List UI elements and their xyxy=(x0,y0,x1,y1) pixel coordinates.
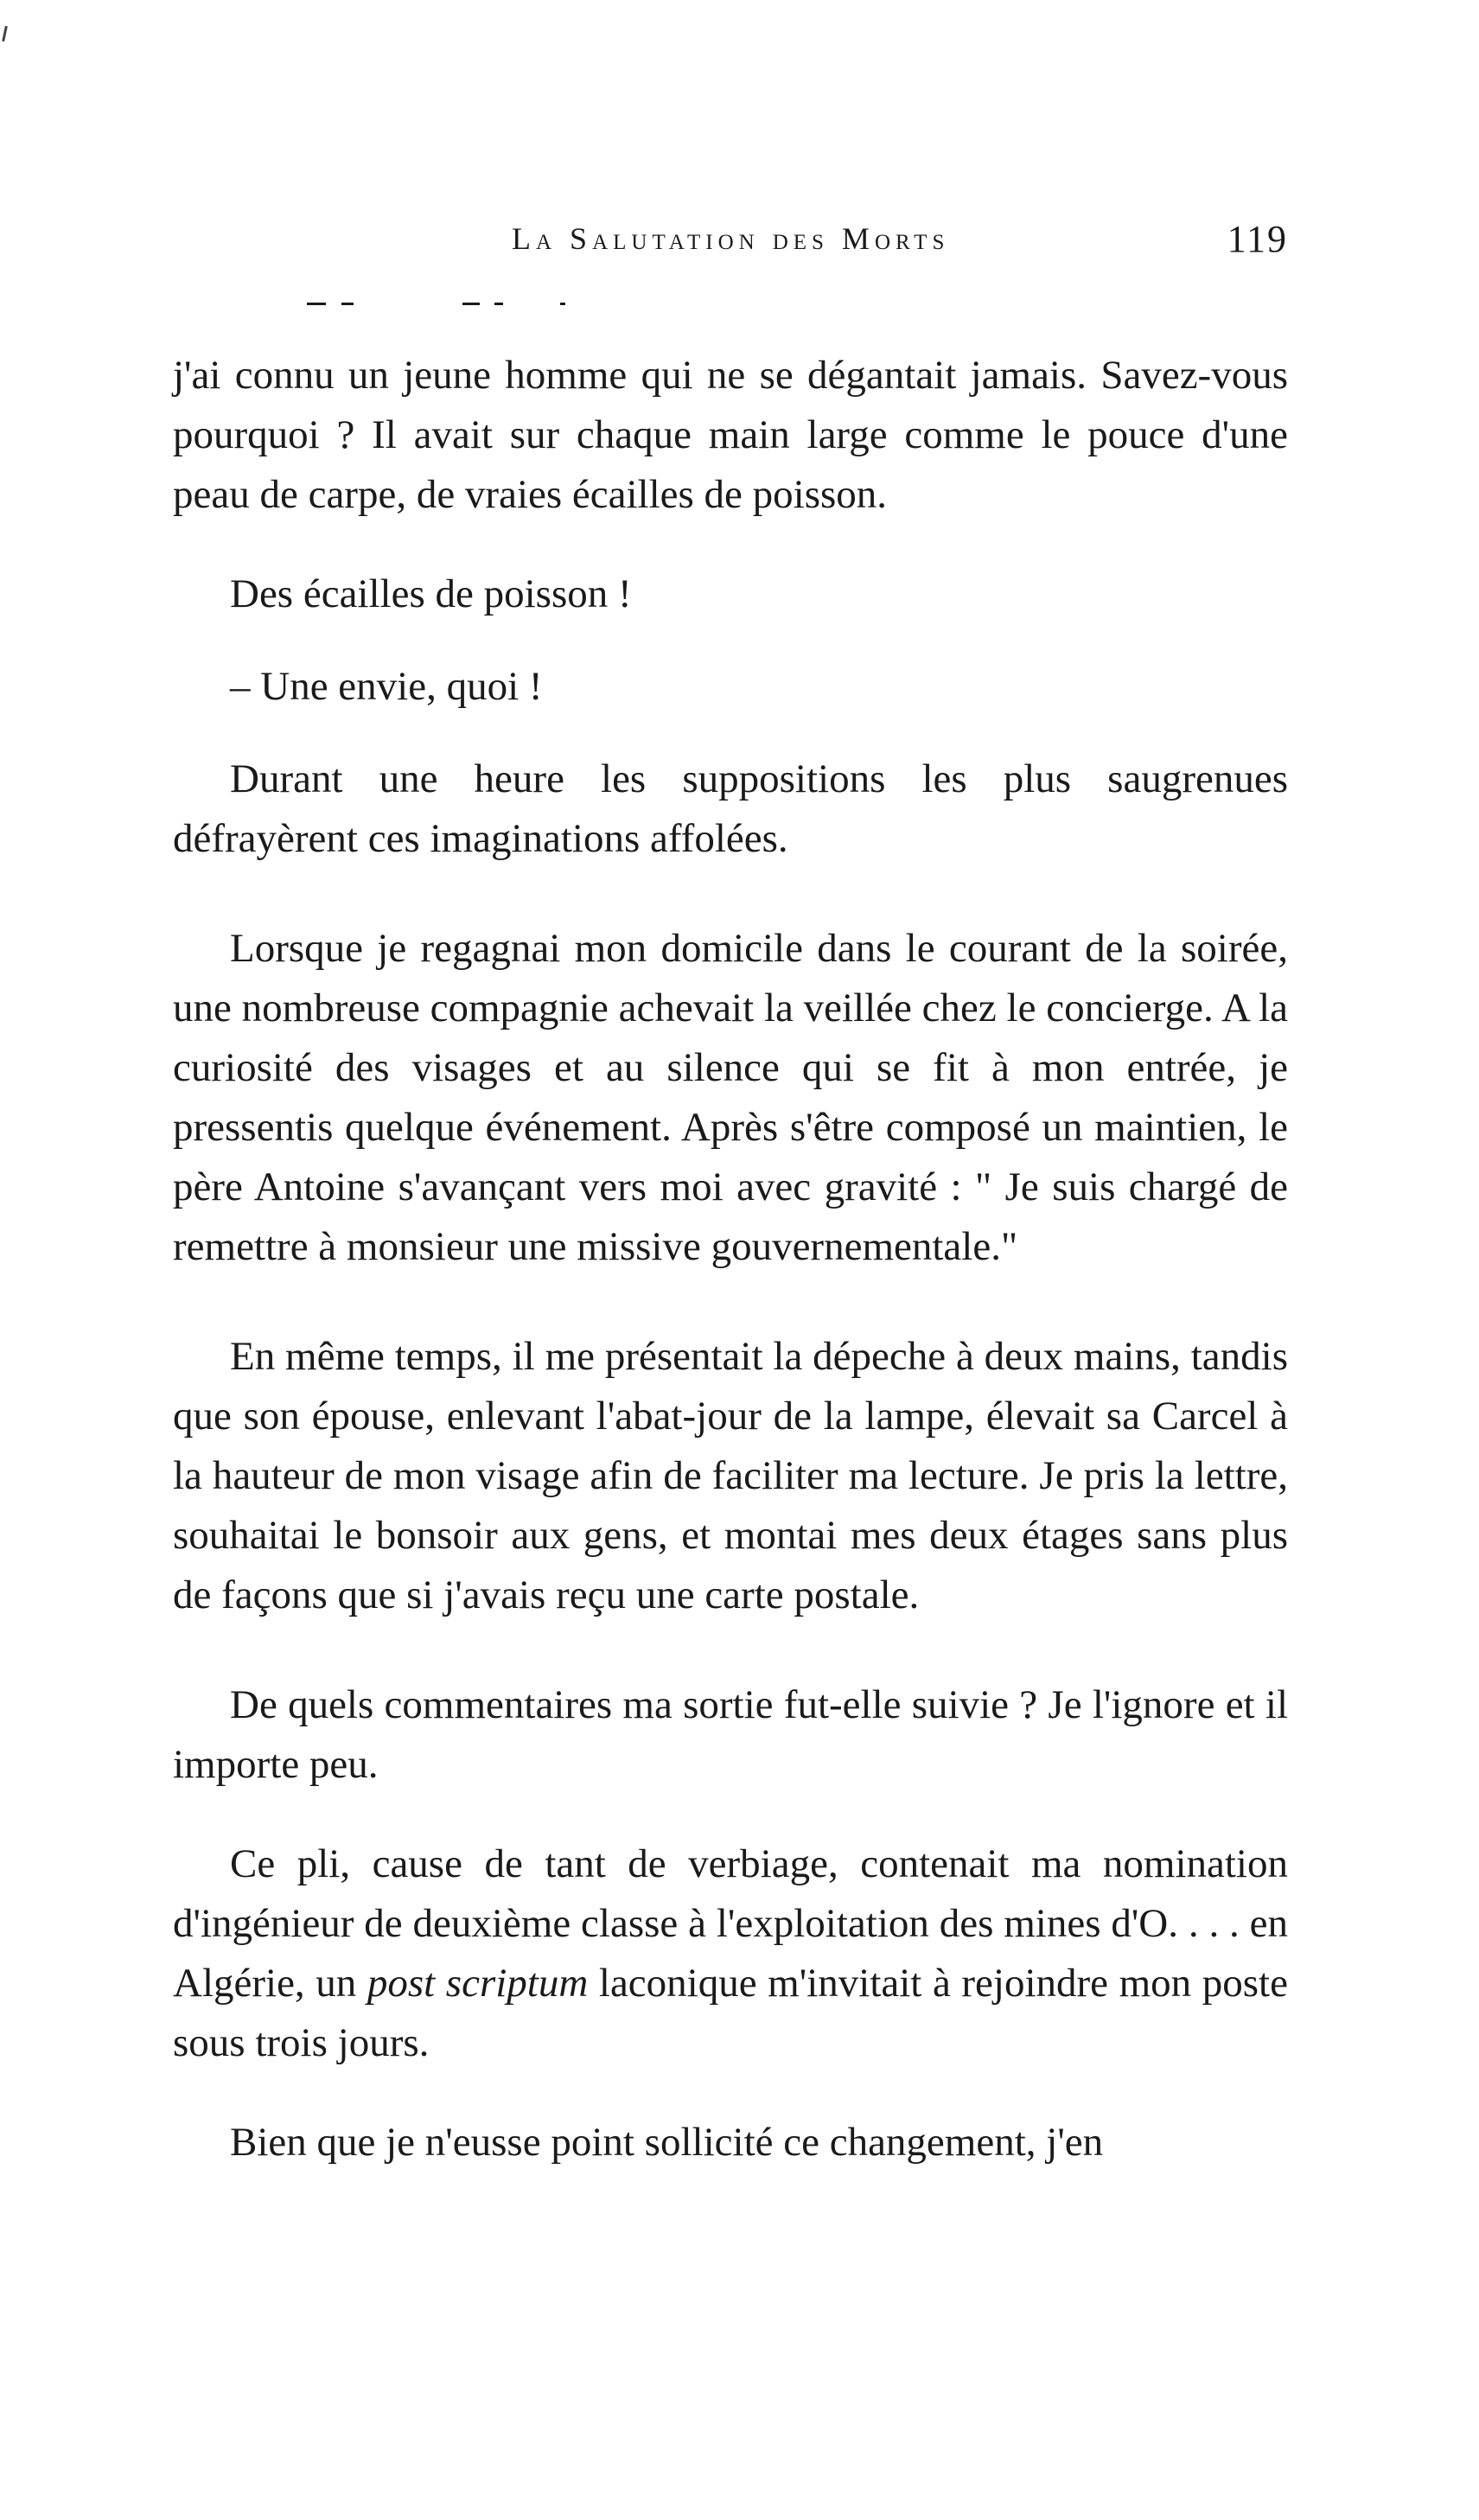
paragraph: j'ai connu un jeune homme qui ne se dégantait jamais. Savez-vous pourquoi ? Il avait sur chaque main large comme le pouce d'une peau de carpe, de vraies écailles de poisson. xyxy=(173,353,1288,517)
head-rule-segment xyxy=(462,303,480,305)
paragraph-text: laconique m'invitait à rejoindre mon poste sous trois jours. xyxy=(173,1961,1288,2065)
paragraph: Bien que je n'eusse point sollicité ce changement, j'en xyxy=(230,2120,1104,2165)
paragraph: Des écailles de poisson ! xyxy=(230,571,632,616)
paragraph: Durant une heure les suppositions les plus saugrenues défrayèrent ces imaginations affolées. xyxy=(173,756,1288,861)
running-head xyxy=(173,220,1288,264)
head-rule-segment xyxy=(494,303,503,305)
head-rule-segment xyxy=(341,303,354,305)
scan-mark xyxy=(2,26,8,41)
paragraph-text: Ce pli, cause de tant de verbiage, contenait ma nomination d'ingénieur de deuxième classe à l'exploitation des mines d'O. . . . en Algérie, un xyxy=(173,1841,1288,2006)
paragraph: Lorsque je regagnai mon domicile dans le courant de la soirée, une nombreuse compagnie achevait la veillée chez le concierge. A la curiosité des visages et au silence qui se fit à mon entrée, je pressentis quelque événement. Après s'être composé un maintien, le père Antoine s'avançant vers moi avec gravité : " Je suis chargé de remettre à monsieur une missive gouvernementale." xyxy=(173,926,1288,1269)
head-rule-segment xyxy=(307,303,326,305)
page-number: 119 xyxy=(1227,218,1288,260)
paragraph xyxy=(173,1834,1288,2073)
paragraph: De quels commentaires ma sortie fut-elle suivie ? Je l'ignore et il importe peu. xyxy=(173,1682,1288,1787)
paragraph: – Une envie, quoi ! xyxy=(230,664,543,709)
paragraph: En même temps, il me présentait la dépeche à deux mains, tandis que son épouse, enlevant l'abat-jour de la lampe, élevait sa Carcel à la hauteur de mon visage afin de faciliter ma lecture. Je pris la lettre, souhaitai le bonsoir aux gens, et montai mes deux étages sans plus de façons que si j'avais reçu une carte postale. xyxy=(173,1334,1288,1617)
italic-phrase: post scriptum xyxy=(367,1961,589,2006)
head-rule-segment xyxy=(560,303,565,305)
running-title: La Salutation des Morts xyxy=(512,221,950,256)
body-text xyxy=(173,346,1288,2172)
